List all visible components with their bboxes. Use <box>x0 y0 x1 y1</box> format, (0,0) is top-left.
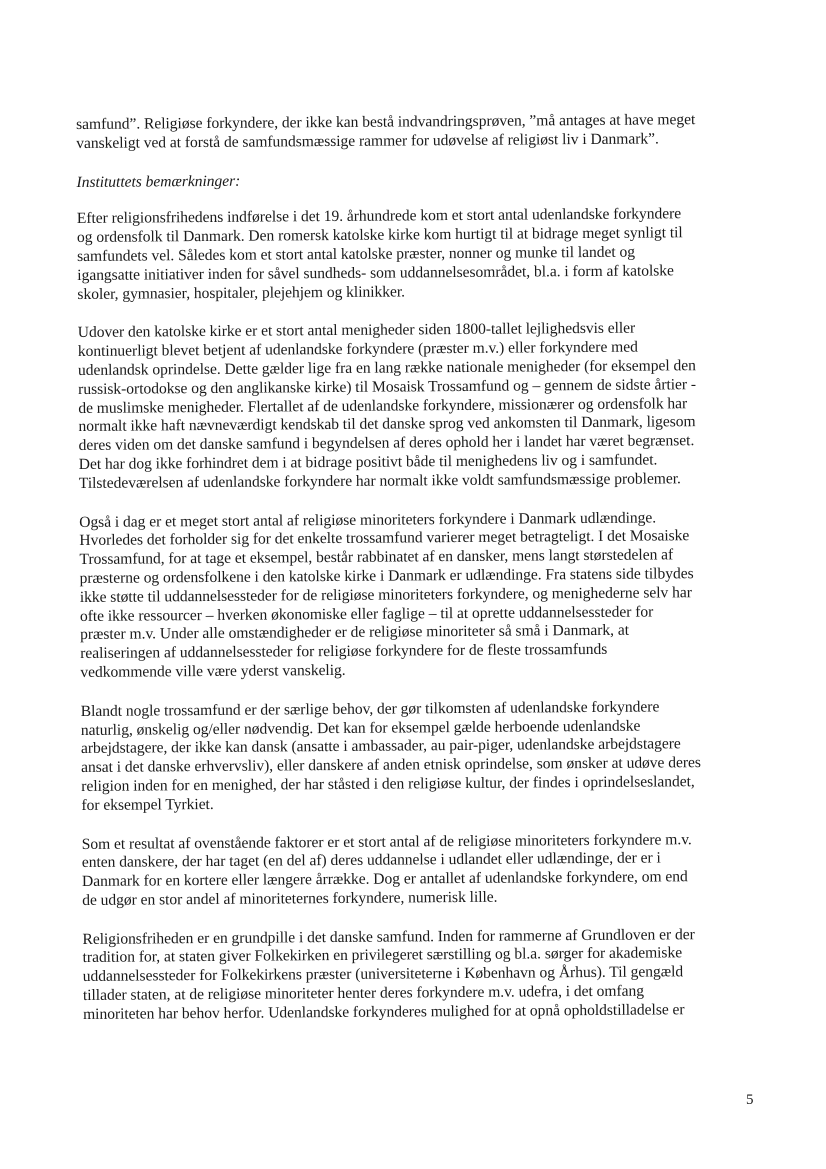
section-heading: Instituttets bemærkninger: <box>76 172 241 191</box>
text-line: Efter religionsfrihedens indførelse i det 19. århundrede kom et stort antal udenlandske forkyndere <box>76 205 682 228</box>
text-line: Blandt nogle trossamfund er der særlige behov, der gør tilkomsten af udenlandske forkyndere <box>80 698 660 720</box>
text-line: for eksempel Tyrkiet. <box>81 795 214 814</box>
text-line: skoler, gymnasier, hospitaler, plejehjem og klinikker. <box>77 283 406 303</box>
text-line: vedkommende ville være yderst vanskelig. <box>80 661 346 681</box>
text-line: præster m.v. Under alle omstændigheder er de religiøse minoriteter så små i Danmark, at <box>80 622 630 644</box>
text-line: religion inden for en menighed, der har ståsted i den religiøse kultur, der findes i oprindelseslandet, <box>81 773 695 795</box>
text-line: deres viden om det danske samfund i begyndelsen af deres ophold her i landet har været begrænset. <box>78 432 695 455</box>
text-line: Trossamfund, for at tage et eksempel, består rabbinatet af en dansker, mens langt størstedelen af <box>79 546 674 569</box>
text-line: de muslimske menigheder. Flertallet af de udenlandske forkyndere, missionærer og ordensfolk har <box>78 394 688 417</box>
body-text <box>77 205 773 1025</box>
paragraph <box>77 205 768 304</box>
text-line: kontinuerligt blevet betjent af udenlandske forkyndere (præster m.v.) eller forkyndere med <box>77 338 638 361</box>
paragraph <box>81 697 772 815</box>
text-line: samfund”. Religiøse forkyndere, der ikke kan bestå indvandringsprøven, ”må antages at have meget <box>76 111 696 133</box>
text-line: arbejdstagere, der ikke kan dansk (ansatte i ambassader, au pair-piger, udenlandske arbejdstagere <box>80 735 681 758</box>
text-line: ansat i det danske erhvervsliv), eller danskere af anden etnisk oprindelse, som ønsker at udøve deres <box>81 754 701 777</box>
text-line: naturlig, ønskelig og/eller nødvendig. Det kan for eksempel gælde herboende udenlandske <box>80 717 641 739</box>
text-line: realiseringen af uddannelsessteder for religiøse forkyndere for de fleste trossamfunds <box>80 640 608 663</box>
paragraph <box>78 319 769 494</box>
text-line: enten danskere, der har taget (en del af) deres uddannelse i udlandet eller udlændinge, der er i <box>81 849 661 872</box>
text-line: ofte ikke ressourcer – hverken økonomiske eller faglige – til at oprette uddannelsessteder for <box>79 603 654 625</box>
text-line: ikke støtte til uddannelsessteder for de religiøse minoriteters forkyndere, og menighederne selv har <box>79 583 692 606</box>
text-line: Det har dog ikke forhindret dem i at bidrage positivt både til menighedens liv og i samfundet. <box>78 451 658 473</box>
paragraph <box>82 925 773 1024</box>
text-line: Religionsfriheden er en grundpille i det danske samfund. Inden for rammerne af Grundloven er der <box>82 925 695 948</box>
text-line: igangsatte initiativer inden for såvel sundheds- som uddannelsesområdet, bl.a. i form af katolske <box>77 262 674 284</box>
text-line: Hvorledes det forholder sig for det enkelte trossamfund varierer meget betragteligt. I det Mosaiske <box>79 527 690 550</box>
text-line: minoriteten har behov herfor. Udenlandske forkynderes mulighed for at opnå opholdstilladelse er <box>82 1001 685 1023</box>
text-line: præsterne og ordensfolkene i den katolske kirke i Danmark er udlændinge. Fra statens side tilbydes <box>79 565 694 587</box>
text-line: vanskeligt ved at forstå de samfundsmæssige rammer for udøvelse af religiøst liv i Danmark”. <box>76 130 659 152</box>
text-line: og ordensfolk til Danmark. Den romersk katolske kirke kom hurtigt til at bidrage meget synligt til <box>76 224 683 247</box>
text-line: Udover den katolske kirke er et stort antal menigheder siden 1800-tallet lejlighedsvis eller <box>77 319 636 342</box>
text-line: samfundets vel. Således kom et stort antal katolske præster, nonner og munke til landet og <box>77 243 636 265</box>
text-line: uddannelsessteder for Folkekirkens præster (universiteterne i København og Århus). Til gengæld <box>82 963 684 986</box>
text-line: Tilstedeværelsen af udenlandske forkyndere har normalt ikke voldt samfundsmæssige problemer. <box>78 470 681 492</box>
document-page <box>76 111 773 1045</box>
text-line: tillader staten, at de religiøse minoriteter henter deres forkyndere m.v. udefra, i det omfang <box>82 982 645 1005</box>
text-line: russisk-ortodokse og den anglikanske kirke) til Mosaisk Trossamfund og – gennem de sidste årtier - <box>78 375 697 398</box>
text-line: Også i dag er et meget stort antal af religiøse minoriteters forkyndere i Danmark udlændinge. <box>79 509 657 531</box>
text-line: tradition for, at staten giver Folkekirken en privilegeret særstilling og bl.a. sørger for akademiske <box>82 944 683 967</box>
text-line: Som et resultat af ovenstående faktorer er et stort antal af de religiøse minoriteters forkyndere m.v. <box>81 830 692 853</box>
paragraph <box>82 830 773 911</box>
text-line: normalt ikke haft nævneværdigt kendskab til det danske sprog ved ankomsten til Danmark, ligesom <box>78 413 696 436</box>
page-number: 5 <box>746 1092 754 1108</box>
paragraph <box>79 508 770 683</box>
text-line: de udgør en stor andel af minoriteternes forkyndere, numerisk lille. <box>82 888 498 909</box>
text-line: udenlandsk oprindelse. Dette gælder lige fra en lang række nationale menigheder (for eksempel den <box>77 357 696 379</box>
intro-paragraph <box>76 111 766 154</box>
text-line: Danmark for en kortere eller længere årrække. Dog er antallet af udenlandske forkyndere, om end <box>81 868 688 891</box>
